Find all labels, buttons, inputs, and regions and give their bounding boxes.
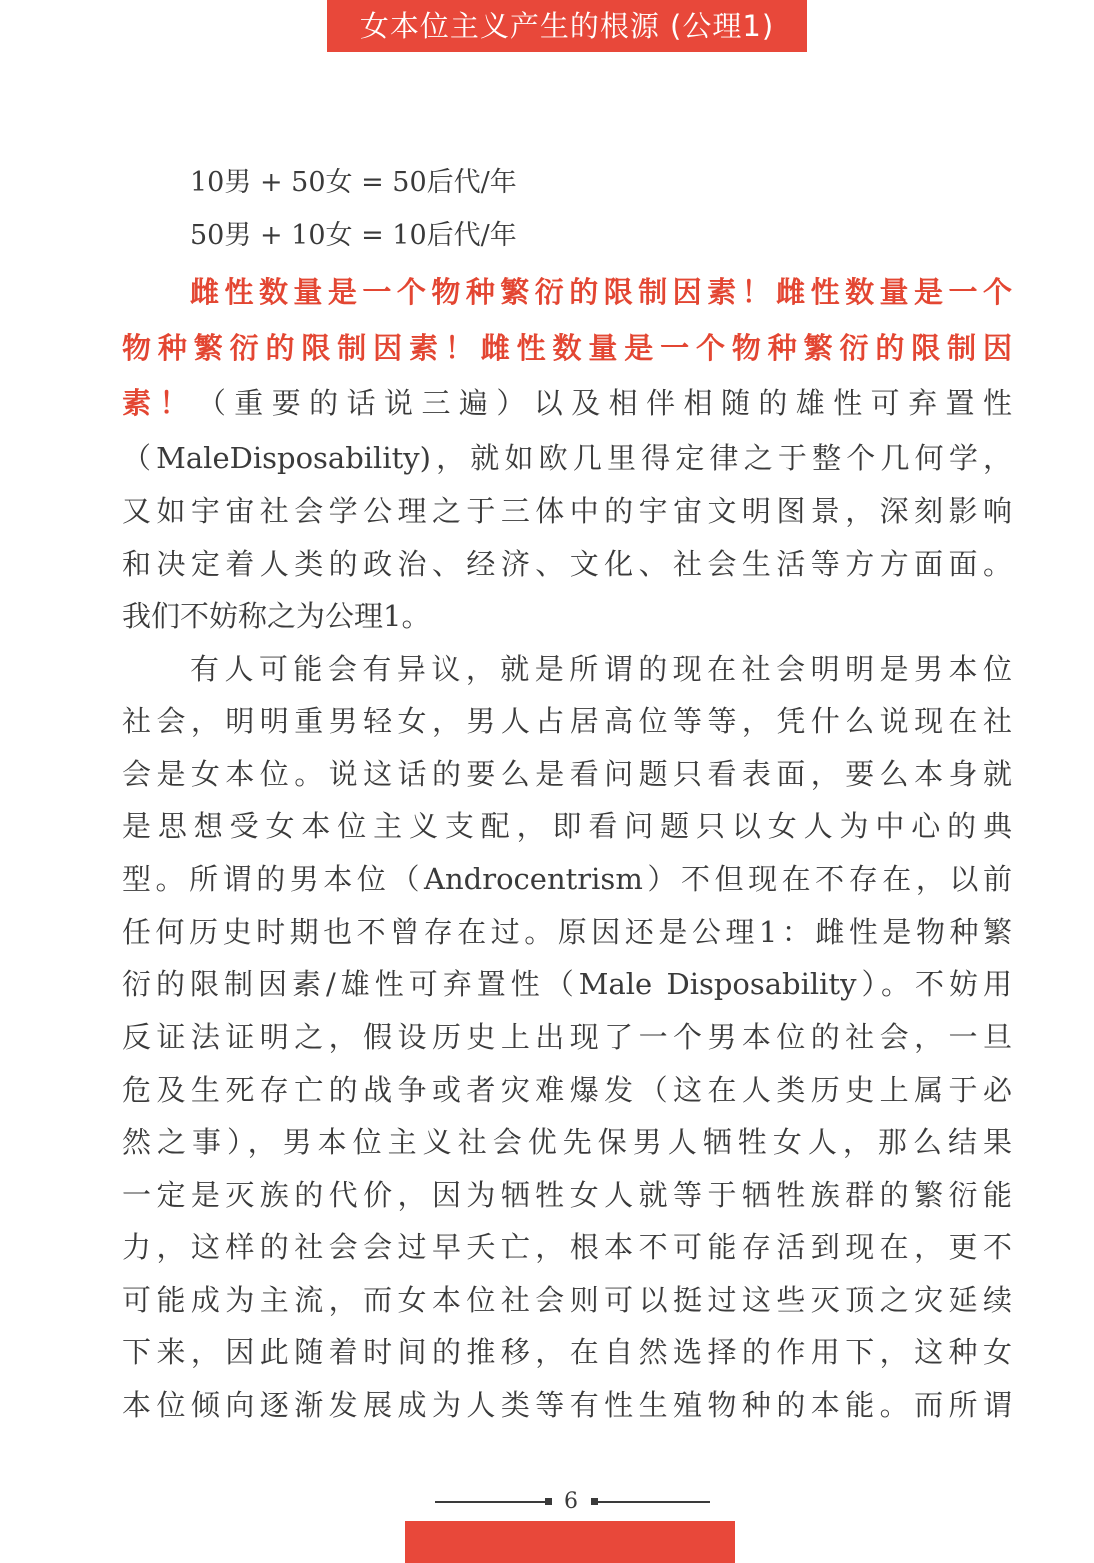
- footer-rule-right: [598, 1501, 710, 1503]
- equation-line-1: 10男 + 50女 = 50后代/年: [190, 167, 517, 198]
- text-line-15: 反证法证明之，假设历史上出现了一个男本位的社会，一旦: [122, 1020, 1012, 1054]
- text-fragment: （重要的话说三遍）以及相伴相随的雄性可弃置性: [196, 386, 1012, 420]
- text-line-10: 会是女本位。说这话的要么是看问题只看表面，要么本身就: [122, 757, 1012, 791]
- emphasis-fragment: 素！: [122, 386, 197, 420]
- footer-bar: [405, 1521, 735, 1563]
- text-line-6: 和决定着人类的政治、经济、文化、社会生活等方方面面。: [122, 547, 1012, 581]
- text-line-3: [122, 383, 1012, 423]
- text-line-17: 然之事），男本位主义社会优先保男人牺牲女人，那么结果: [122, 1125, 1012, 1159]
- text-line-13: 任何历史时期也不曾存在过。原因还是公理1：雌性是物种繁: [122, 915, 1012, 949]
- text-line-20: 可能成为主流，而女本位社会则可以挺过这些灭顶之灾延续: [122, 1283, 1012, 1317]
- text-line-21: 下来，因此随着时间的推移，在自然选择的作用下，这种女: [122, 1335, 1012, 1369]
- text-line-8: 有人可能会有异议，就是所谓的现在社会明明是男本位: [190, 652, 1012, 686]
- text-line-5: 又如宇宙社会学公理之于三体中的宇宙文明图景，深刻影响: [122, 494, 1012, 528]
- text-line-7: 我们不妨称之为公理1。: [122, 599, 431, 633]
- footer-dot-left: [545, 1498, 552, 1505]
- footer-rule-left: [435, 1501, 545, 1503]
- text-line-9: 社会，明明重男轻女，男人占居高位等等，凭什么说现在社: [122, 704, 1012, 738]
- text-line-19: 力，这样的社会会过早夭亡，根本不可能存活到现在，更不: [122, 1230, 1012, 1264]
- footer-dot-right: [591, 1498, 598, 1505]
- text-line-11: 是思想受女本位主义支配，即看问题只以女人为中心的典: [122, 809, 1012, 843]
- text-line-22: 本位倾向逐渐发展成为人类等有性生殖物种的本能。而所谓: [122, 1388, 1012, 1422]
- equation-line-2: 50男 + 10女 = 10后代/年: [190, 220, 517, 251]
- text-line-12: 型。所谓的男本位（Androcentrism）不但现在不存在，以前: [122, 862, 1012, 896]
- page-number: 6: [564, 1489, 578, 1514]
- text-line-4: （MaleDisposability)，就如欧几里得定律之于整个几何学，: [122, 441, 1012, 475]
- text-line-18: 一定是灭族的代价，因为牺牲女人就等于牺牲族群的繁衍能: [122, 1178, 1012, 1212]
- emphasis-line-1: 雌性数量是一个物种繁衍的限制因素！雌性数量是一个: [190, 275, 1012, 309]
- emphasis-line-2: 物种繁衍的限制因素！雌性数量是一个物种繁衍的限制因: [122, 331, 1012, 365]
- text-line-16: 危及生死存亡的战争或者灾难爆发（这在人类历史上属于必: [122, 1073, 1012, 1107]
- chapter-title-banner: 女本位主义产生的根源 (公理1): [327, 0, 807, 52]
- text-line-14: 衍的限制因素/雄性可弃置性（Male Disposability）。不妨用: [122, 967, 1012, 1001]
